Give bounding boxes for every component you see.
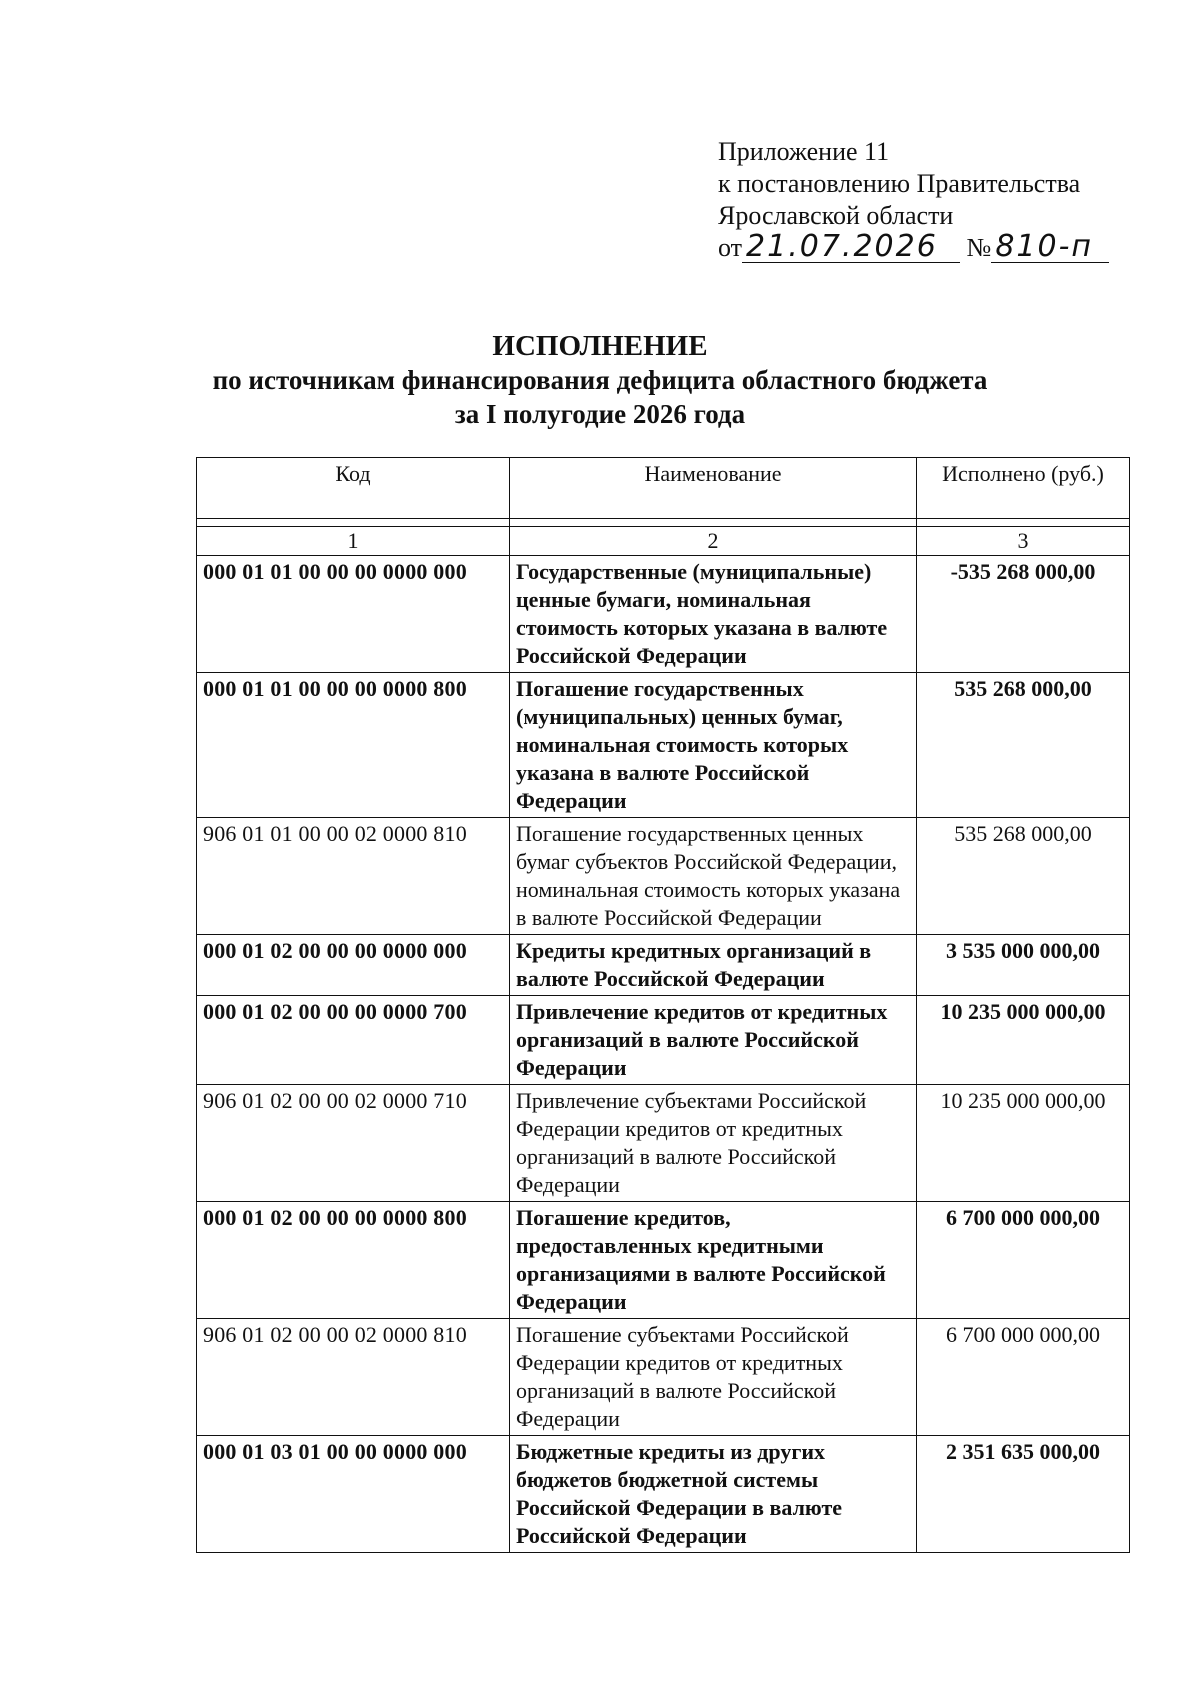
row-amount: 535 268 000,00 — [917, 673, 1130, 818]
document-subtitle: по источникам финансирования дефицита областного бюджета — [212, 365, 988, 395]
table-row — [197, 818, 1130, 935]
header-gap — [197, 519, 1130, 527]
row-amount: -535 268 000,00 — [917, 556, 1130, 673]
appendix-block — [718, 136, 1109, 264]
row-amount: 2 351 635 000,00 — [917, 1436, 1130, 1553]
row-amount: 10 235 000 000,00 — [917, 1085, 1130, 1202]
column-number-1: 1 — [197, 527, 510, 556]
column-number-2: 2 — [510, 527, 917, 556]
document-title: ИСПОЛНЕНИЕ — [492, 330, 708, 362]
number-prefix: № — [966, 233, 992, 262]
table-row — [197, 935, 1130, 996]
row-code: 906 01 02 00 00 02 0000 810 — [197, 1319, 510, 1436]
row-name: Привлечение кредитов от кредитных организаций в валюте Российской Федерации — [510, 996, 917, 1085]
row-name: Погашение государственных ценных бумаг субъектов Российской Федерации, номинальная стоимость которых указана в валюте Российской Федерации — [510, 818, 917, 935]
row-name: Кредиты кредитных организаций в валюте Российской Федерации — [510, 935, 917, 996]
table-row — [197, 673, 1130, 818]
appendix-line-2: к постановлению Правительства — [718, 169, 1081, 198]
appendix-line-3: Ярославской области — [718, 201, 954, 230]
header-executed: Исполнено (руб.) — [917, 458, 1130, 519]
table-row — [197, 556, 1130, 673]
row-name: Погашение кредитов, предоставленных кредитными организациями в валюте Российской Федерации — [510, 1202, 917, 1319]
handwritten-date: 21.07.2026 — [742, 232, 960, 263]
row-code: 000 01 01 00 00 00 0000 000 — [197, 556, 510, 673]
header-name: Наименование — [510, 458, 917, 519]
table-row — [197, 1436, 1130, 1553]
row-name: Погашение субъектами Российской Федерации кредитов от кредитных организаций в валюте Российской Федерации — [510, 1319, 917, 1436]
header-code: Код — [197, 458, 510, 519]
row-amount: 6 700 000 000,00 — [917, 1319, 1130, 1436]
row-amount: 535 268 000,00 — [917, 818, 1130, 935]
row-code: 000 01 02 00 00 00 0000 000 — [197, 935, 510, 996]
row-code: 000 01 01 00 00 00 0000 800 — [197, 673, 510, 818]
table-row — [197, 1085, 1130, 1202]
row-amount: 3 535 000 000,00 — [917, 935, 1130, 996]
row-amount: 6 700 000 000,00 — [917, 1202, 1130, 1319]
table-row — [197, 1202, 1130, 1319]
row-code: 000 01 02 00 00 00 0000 800 — [197, 1202, 510, 1319]
row-code: 906 01 02 00 00 02 0000 710 — [197, 1085, 510, 1202]
document-period: за I полугодие 2026 года — [454, 399, 746, 429]
column-number-3: 3 — [917, 527, 1130, 556]
row-name: Бюджетные кредиты из других бюджетов бюджетной системы Российской Федерации в валюте Российской Федерации — [510, 1436, 917, 1553]
date-prefix: от — [718, 233, 743, 262]
column-number-row — [197, 527, 1130, 556]
row-amount: 10 235 000 000,00 — [917, 996, 1130, 1085]
table-row — [197, 1319, 1130, 1436]
appendix-date-line — [718, 229, 1109, 264]
appendix-line-1: Приложение 11 — [718, 137, 890, 166]
table-row — [197, 996, 1130, 1085]
row-code: 906 01 01 00 00 02 0000 810 — [197, 818, 510, 935]
row-name: Погашение государственных (муниципальных) ценных бумаг, номинальная стоимость которых указана в валюте Российской Федерации — [510, 673, 917, 818]
row-name: Государственные (муниципальные) ценные бумаги, номинальная стоимость которых указана в валюте Российской Федерации — [510, 556, 917, 673]
budget-sources-table — [196, 457, 1130, 1553]
row-code: 000 01 02 00 00 00 0000 700 — [197, 996, 510, 1085]
table-header-row — [197, 458, 1130, 519]
row-name: Привлечение субъектами Российской Федерации кредитов от кредитных организаций в валюте Российской Федерации — [510, 1085, 917, 1202]
handwritten-number: 810-п — [991, 232, 1109, 263]
row-code: 000 01 03 01 00 00 0000 000 — [197, 1436, 510, 1553]
